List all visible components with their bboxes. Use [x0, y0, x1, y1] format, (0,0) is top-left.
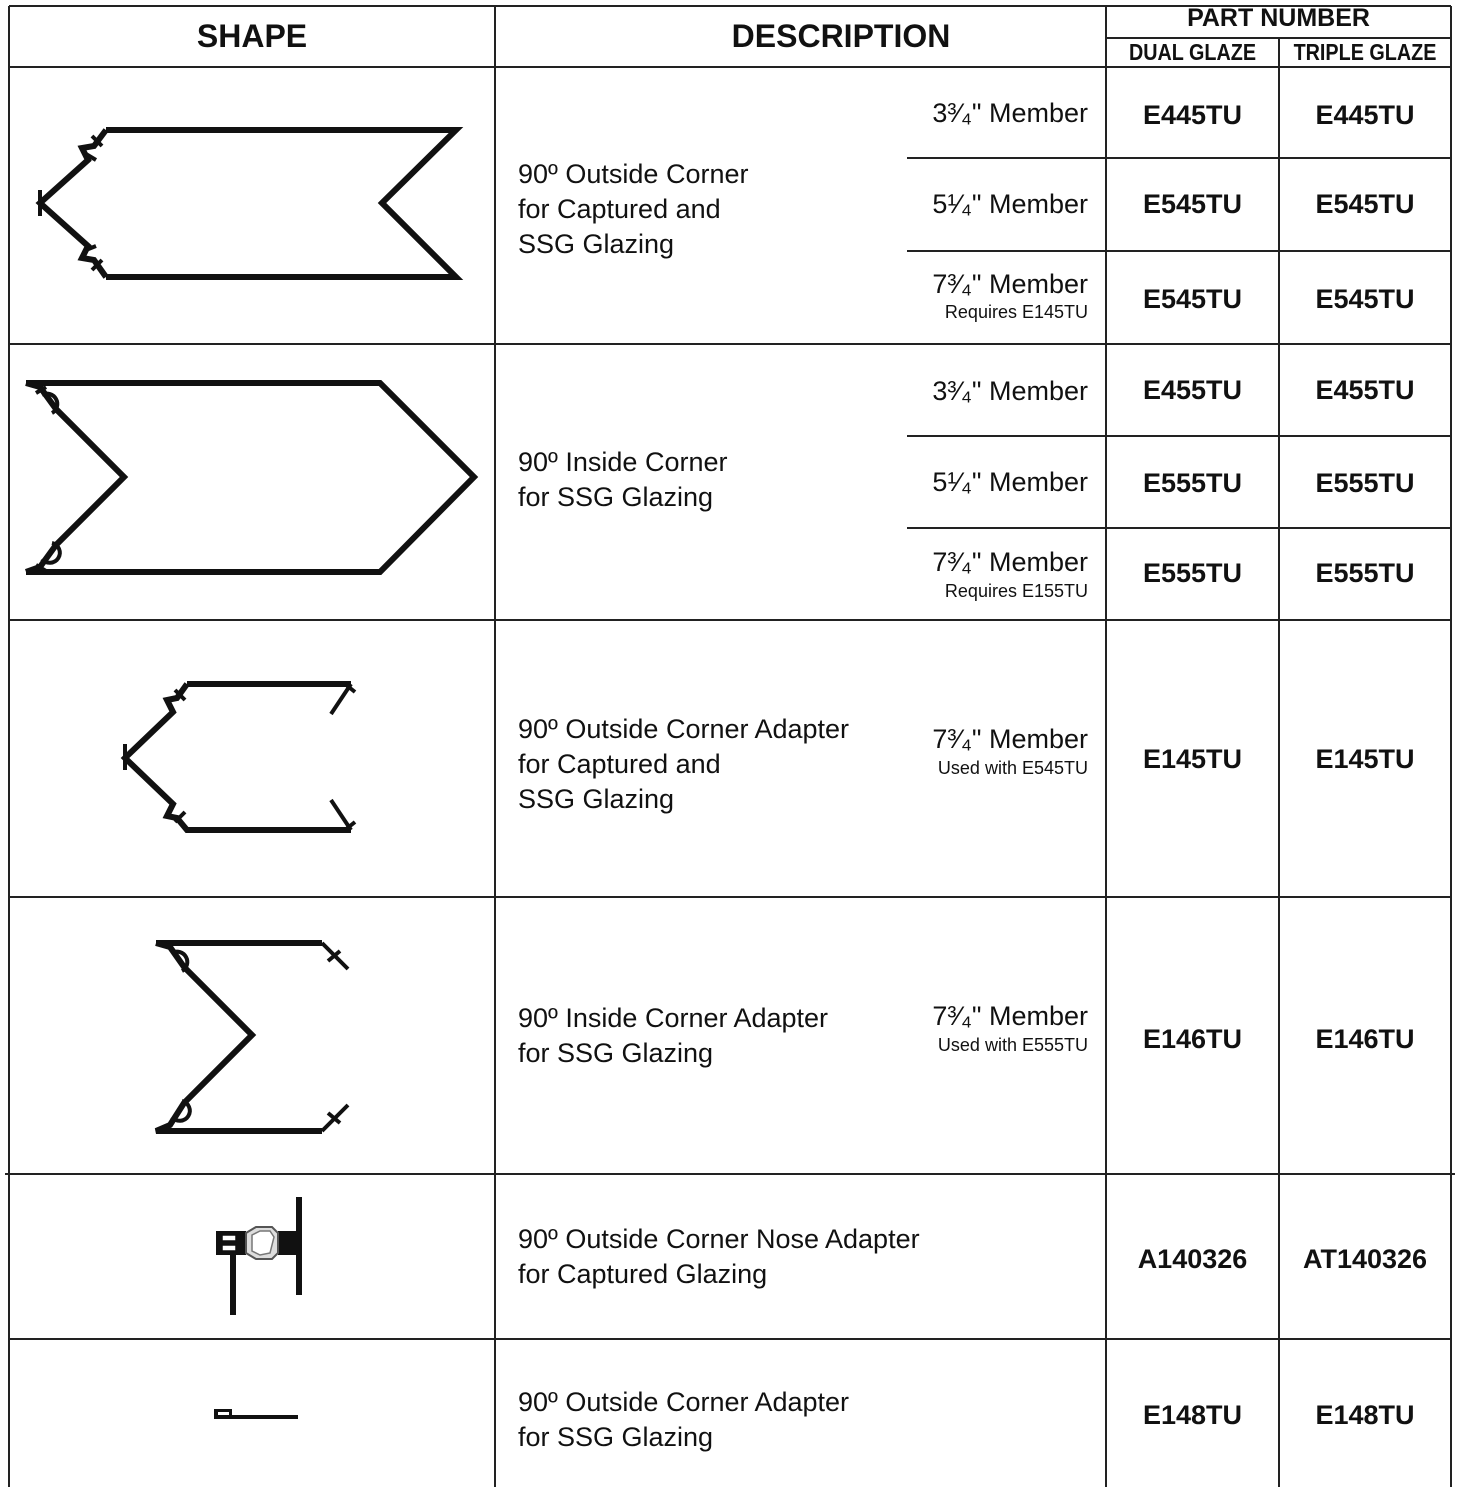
row1-description — [518, 157, 748, 262]
dual-part-number: E555TU — [1142, 558, 1243, 588]
dual-part-number: E455TU — [1142, 375, 1243, 405]
dual-part-number: E545TU — [1142, 284, 1243, 314]
triple-part-number: E545TU — [1315, 284, 1415, 314]
dual-part-number: E145TU — [1142, 744, 1243, 774]
desc-line: 90º Outside Corner Nose Adapter — [518, 1224, 920, 1254]
header-triple-glaze: TRIPLE GLAZE — [1293, 39, 1437, 65]
dual-part-number: E146TU — [1142, 1024, 1243, 1054]
member-size: 3³⁄₄" Member — [932, 376, 1088, 406]
dual-part-number: E445TU — [1142, 100, 1243, 130]
header-dual-glaze: DUAL GLAZE — [1128, 39, 1257, 65]
desc-line: 90º Inside Corner — [518, 447, 728, 477]
dual-part-number: A140326 — [1137, 1244, 1248, 1274]
member-size: 7³⁄₄" Member — [932, 269, 1088, 299]
desc-line: 90º Outside Corner Adapter — [518, 1387, 850, 1417]
member-note: Used with E555TU — [937, 1035, 1088, 1055]
header-description: DESCRIPTION — [731, 18, 951, 54]
triple-part-number: E455TU — [1315, 375, 1415, 405]
triple-part-number: AT140326 — [1302, 1244, 1428, 1274]
triple-part-number: E555TU — [1315, 558, 1415, 588]
member-size: 5¹⁄₄" Member — [932, 467, 1088, 497]
row5-description — [518, 1222, 920, 1292]
member-size: 3³⁄₄" Member — [932, 98, 1088, 128]
outside-corner-profile-icon — [30, 120, 470, 290]
desc-line: 90º Outside Corner Adapter — [518, 714, 850, 744]
triple-part-number: E146TU — [1315, 1024, 1415, 1054]
desc-line: for SSG Glazing — [518, 1038, 714, 1068]
member-note: Used with E545TU — [937, 758, 1088, 778]
desc-line: for Captured Glazing — [518, 1259, 768, 1289]
member-size: 7³⁄₄" Member — [932, 724, 1088, 754]
inside-corner-profile-icon — [20, 375, 480, 585]
nose-adapter-profile-icon — [212, 1195, 312, 1320]
outside-corner-adapter-profile-icon — [115, 670, 365, 840]
dual-part-number: E148TU — [1142, 1400, 1243, 1430]
dual-part-number: E555TU — [1142, 468, 1243, 498]
member-size: 7³⁄₄" Member — [932, 1001, 1088, 1031]
member-size: 5¹⁄₄" Member — [932, 189, 1088, 219]
desc-line: SSG Glazing — [518, 229, 675, 259]
triple-part-number: E145TU — [1315, 744, 1415, 774]
header-shape: SHAPE — [196, 18, 308, 54]
desc-line: SSG Glazing — [518, 784, 675, 814]
member-note: Requires E155TU — [944, 581, 1088, 601]
row6-description — [518, 1385, 849, 1455]
desc-line: for Captured and — [518, 749, 721, 779]
desc-line: 90º Inside Corner Adapter — [518, 1003, 829, 1033]
header-part-number: PART NUMBER — [1187, 4, 1370, 32]
member-note: Requires E145TU — [944, 302, 1088, 322]
desc-line: for SSG Glazing — [518, 1422, 714, 1452]
row4-description — [518, 1001, 828, 1071]
row2-description — [518, 445, 727, 515]
triple-part-number: E555TU — [1315, 468, 1415, 498]
ssg-adapter-profile-icon — [212, 1405, 302, 1425]
triple-part-number: E148TU — [1315, 1400, 1415, 1430]
triple-part-number: E545TU — [1315, 189, 1415, 219]
member-size: 7³⁄₄" Member — [932, 547, 1088, 577]
inside-corner-adapter-profile-icon — [150, 935, 360, 1140]
triple-part-number: E445TU — [1315, 100, 1415, 130]
row3-description — [518, 712, 849, 817]
desc-line: 90º Outside Corner — [518, 159, 749, 189]
desc-line: for SSG Glazing — [518, 482, 714, 512]
desc-line: for Captured and — [518, 194, 721, 224]
dual-part-number: E545TU — [1142, 189, 1243, 219]
